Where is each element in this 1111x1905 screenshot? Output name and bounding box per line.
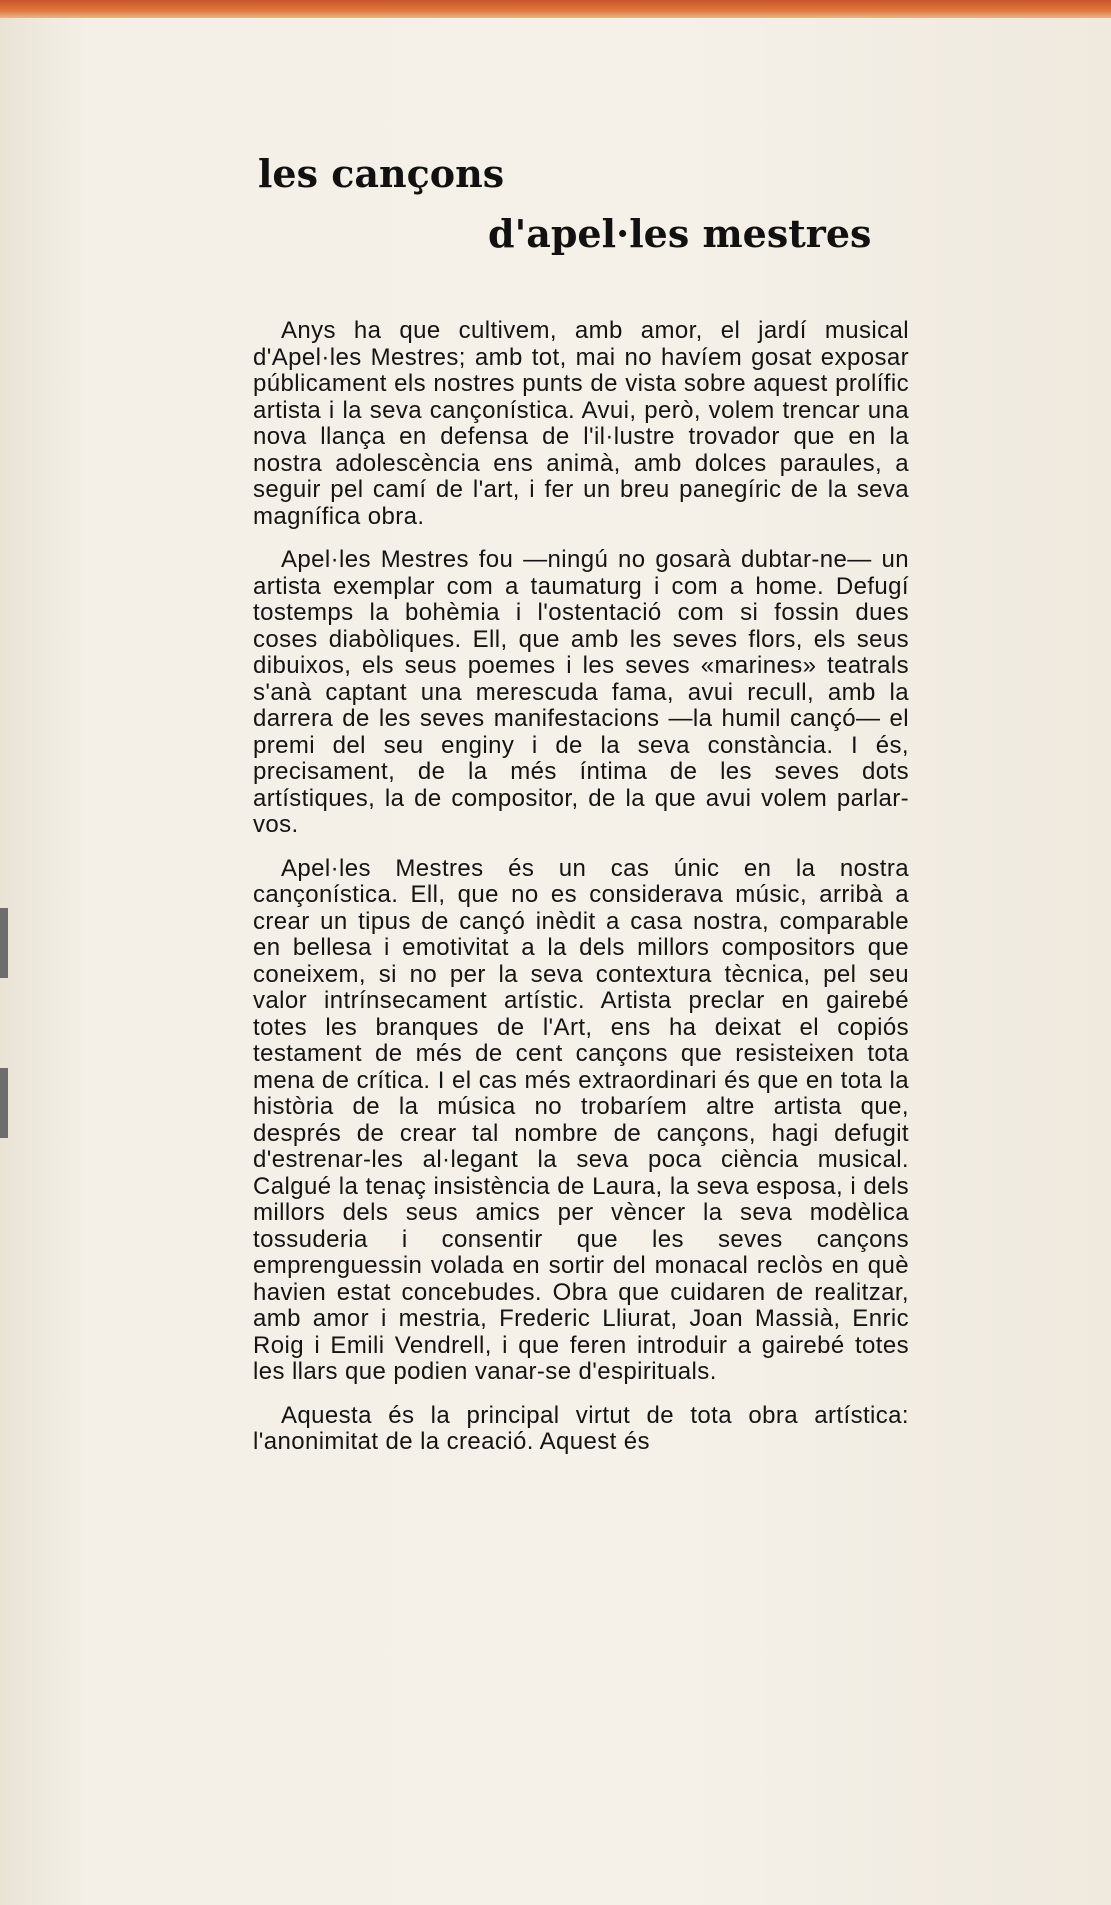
book-top-edge xyxy=(0,0,1111,18)
paragraph: Apel·les Mestres és un cas únic en la nostra cançonística. Ell, que no es considerava músic, arribà a crear un tipus de cançó inèdit a casa nostra, comparable en bellesa i emotivitat a la dels millors compositors que coneixem, si no per la seva contextura tècnica, pel seu valor intrínsecament artístic. Artista preclar en gairebé totes les branques de l'Art, ens ha deixat el copiós testament de més de cent cançons que resisteixen tota mena de crítica. I el cas més extraordinari és que en tota la història de la música no trobaríem altre artista que, després de crear tal nombre de cançons, hagi defugit d'estrenar-les al·legant la seva poca ciència musical. Calgué la tenaç insistència de Laura, la seva esposa, i dels millors dels seus amics per vèncer la seva modèlica tossuderia i consentir que les seves cançons emprenguessin volada en sortir del monacal reclòs en què havien estat concebudes. Obra que cuidaren de realitzar, amb amor i mestria, Frederic Lliurat, Joan Massià, Enric Roig i Emili Vendrell, i que feren introduir a gairebé totes les llars que podien vanar-se d'espirituals. xyxy=(253,854,909,1385)
binding-staple-mark xyxy=(0,908,8,978)
paragraph: Apel·les Mestres fou —ningú no gosarà dubtar-ne— un artista exemplar com a taumaturg i com a home. Defugí tostemps la bohèmia i l'ostentació com si fossin dues coses diabòliques. Ell, que amb les seves flors, els seus dibuixos, els seus poemes i les seves «marines» teatrals s'anà captant una merescuda fama, avui recull, amb la darrera de les seves manifestacions —la humil cançó— el premi del seu enginy i de la seva constància. I és, precisament, de la més íntima de les seves dots artístiques, la de compositor, de la que avui volem parlar-vos. xyxy=(253,546,909,838)
article-title-line-2: d'apel·les mestres xyxy=(488,211,872,256)
article-title-line-1: les cançons xyxy=(258,151,505,196)
paragraph: Anys ha que cultivem, amb amor, el jardí musical d'Apel·les Mestres; amb tot, mai no havíem gosat exposar públicament els nostres punts de vista sobre aquest prolífic artista i la seva cançonística. Avui, però, volem trencar una nova llança en defensa de l'il·lustre trovador que en la nostra adolescència ens animà, amb dolces paraules, a seguir pel camí de l'art, i fer un breu panegíric de la seva magnífica obra. xyxy=(253,317,909,530)
binding-staple-mark xyxy=(0,1068,8,1138)
paragraph: Aquesta és la principal virtut de tota obra artística: l'anonimitat de la creació. Aquest és xyxy=(253,1401,909,1455)
article-body xyxy=(253,318,909,1473)
